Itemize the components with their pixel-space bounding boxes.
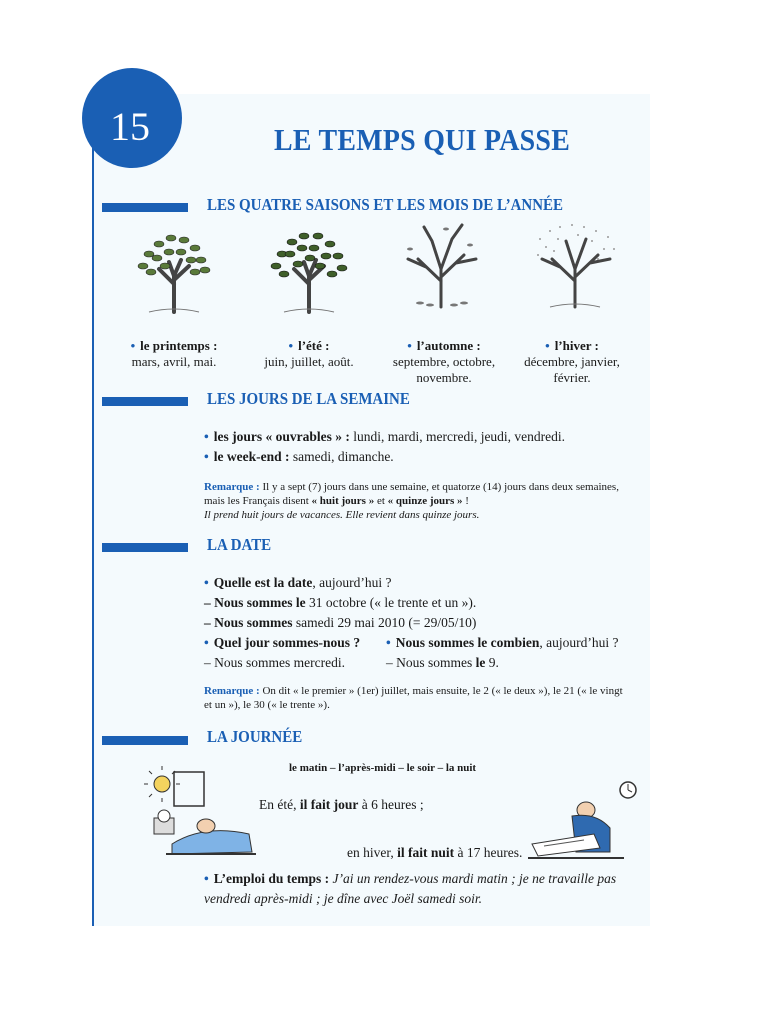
season-months: septembre, octobre, novembre. [392, 354, 496, 385]
textbook-page [92, 94, 650, 926]
section-bar [102, 543, 188, 552]
winter-tree-icon [530, 219, 620, 309]
date-a4: – Nous sommes le 9. [386, 655, 499, 670]
sleeping-person-icon [144, 766, 259, 861]
section-bar [102, 203, 188, 212]
season-months: décembre, janvier, février. [524, 354, 620, 385]
season-name: l’hiver : [554, 338, 599, 353]
section-title-seasons: LES QUATRE SAISONS ET LES MOIS DE L’ANNÉE [207, 195, 563, 214]
section-title-date: LA DATE [207, 535, 272, 554]
weekend-line: • le week-end : samedi, dimanche. [204, 449, 394, 464]
spring-tree-icon [129, 224, 219, 314]
chapter-number: 15 [110, 103, 150, 149]
working-at-night-icon [524, 772, 639, 862]
section-title-days: LES JOURS DE LA SEMAINE [207, 389, 410, 408]
date-remark: Remarque : On dit « le premier » (1er) juillet, mais ensuite, le 2 (« le deux »), le 21 (« le vingt et un »), le 30 (« le trente »). [204, 685, 623, 711]
season-name: l’automne : [416, 338, 481, 353]
season-name: l’été : [298, 338, 330, 353]
section-bar [102, 397, 188, 406]
section-title-day: LA JOURNÉE [207, 727, 303, 746]
date-a3: – Nous sommes mercredi. [204, 655, 345, 670]
summer-daylight-line: En été, il fait jour à 6 heures ; [259, 797, 424, 812]
season-months: mars, avril, mai. [131, 354, 217, 369]
days-remark: Remarque : Il y a sept (7) jours dans une semaine, et quatorze (14) jours dans deux semaines, mais les Français disent « huit jours » et « quinze jours » ! Il prend huit jours de vacances. Elle revient dans quinze jours. [204, 481, 619, 521]
season-summer: • l’été : juin, juillet, août. [244, 338, 374, 370]
page-title: LE TEMPS QUI PASSE [274, 122, 571, 157]
day-parts: le matin – l’après-midi – le soir – la nuit [289, 762, 477, 774]
date-a2: – Nous sommes samedi 29 mai 2010 (= 29/05/10) [204, 615, 477, 630]
date-a1: – Nous sommes le 31 octobre (« le trente et un »). [204, 595, 477, 610]
schedule-line-2: vendredi après-midi ; je dîne avec Joël samedi soir. [204, 891, 483, 906]
workdays-line: • les jours « ouvrables » : lundi, mardi, mercredi, jeudi, vendredi. [204, 429, 566, 444]
chapter-number-badge [82, 68, 182, 168]
schedule-line-1: • L’emploi du temps : J’ai un rendez-vous mardi matin ; je ne travaille pas [204, 871, 617, 886]
autumn-tree-icon [396, 219, 486, 309]
section-bar [102, 736, 188, 745]
season-months: juin, juillet, août. [264, 354, 354, 369]
date-q1: • Quelle est la date, aujourd’hui ? [204, 575, 392, 590]
season-autumn: • l’automne : septembre, octobre, novembre. [378, 338, 510, 386]
date-q3: • Nous sommes le combien, aujourd’hui ? [386, 635, 619, 650]
date-q2: • Quel jour sommes-nous ? [204, 635, 361, 650]
season-winter: • l’hiver : décembre, janvier, février. [512, 338, 632, 386]
season-name: le printemps : [140, 338, 218, 353]
summer-tree-icon [264, 224, 354, 314]
winter-night-line: en hiver, il fait nuit à 17 heures. [347, 845, 523, 860]
season-spring: • le printemps : mars, avril, mai. [109, 338, 239, 370]
